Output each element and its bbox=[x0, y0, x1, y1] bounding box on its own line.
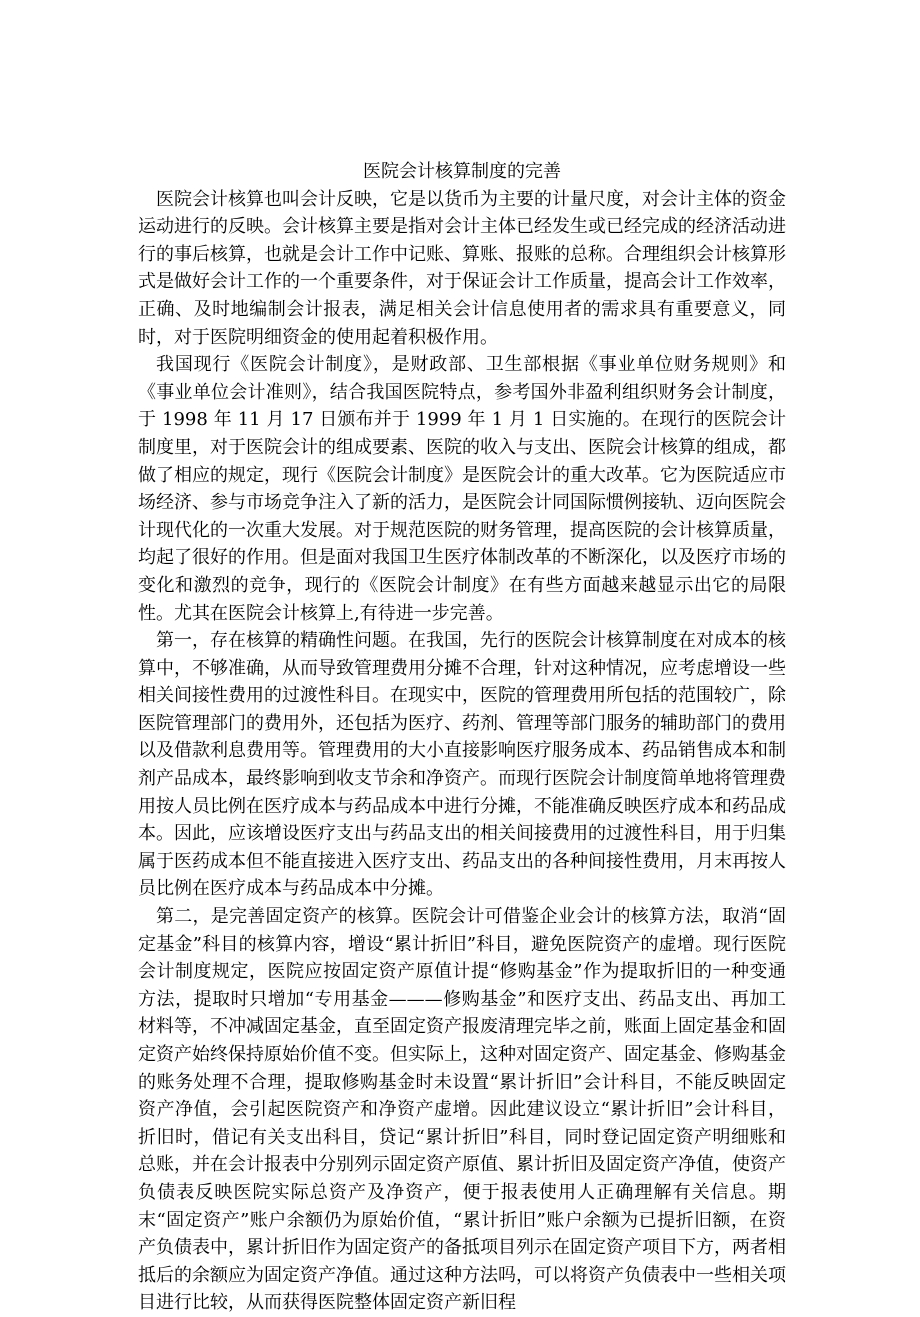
paragraph-intro: 医院会计核算也叫会计反映，它是以货币为主要的计量尺度，对会计主体的资金运动进行的反映。会计核算主要是指对会计主体已经发生或已经完成的经济活动进行的事后核算，也就是会计工作中记账、算账、报账的总称。合理组织会计核算形式是做好会计工作的一个重要条件，对于保证会计工作质量，提高会计工作效率，正确、及时地编制会计报表，满足相关会计信息使用者的需求具有重要意义，同时，对于医院明细资金的使用起着积极作用。 bbox=[138, 188, 786, 348]
paragraph-second-issue: 第二，是完善固定资产的核算。医院会计可借鉴企业会计的核算方法，取消“固定基金”科目的核算内容，增设“累计折旧”科目，避免医院资产的虚增。现行医院会计制度规定，医院应按固定资产原值计提“修购基金”作为提取折旧的一种变通方法，提取时只增加“专用基金———修购基金”和医疗支出、药品支出、再加工材料等，不冲减固定基金，直至固定资产报废清理完毕之前，账面上固定基金和固定资产始终保持原始价值不变。但实际上，这种对固定资产、固定基金、修购基金的账务处理不合理，提取修购基金时未设置“累计折旧”会计科目，不能反映固定资产净值，会引起医院资产和净资产虚增。因此建议设立“累计折旧”会计科目，折旧时，借记有关支出科目，贷记“累计折旧”科目，同时登记固定资产明细账和总账，并在会计报表中分别列示固定资产原值、累计折旧及固定资产净值，使资产负债表反映医院实际总资产及净资产，便于报表使用人正确理解有关信息。期末“固定资产”账户余额仍为原始价值，“累计折旧”账户余额为已提折旧额，在资产负债表中，累计折旧作为固定资产的备抵项目列示在固定资产项目下方，两者相抵后的余额应为固定资产净值。通过这种方法吗，可以将资产负债表中一些相关项目进行比较，从而获得医院整体固定资产新旧程 bbox=[138, 906, 786, 1314]
document-page bbox=[138, 158, 786, 1317]
paragraph-current-system: 我国现行《医院会计制度》，是财政部、卫生部根据《事业单位财务规则》和《事业单位会计准则》，结合我国医院特点，参考国外非盈利组织财务会计制度，于 1998 年 11 月 17 日颁布并于 1999 年 1 月 1 日实施的。在现行的医院会计制度里，对于医院会计的组成要素、医院的收入与支出、医院会计核算的组成，都做了相应的规定，现行《医院会计制度》是医院会计的重大改革。它为医院适应市场经济、参与市场竞争注入了新的活力，是医院会计同国际惯例接轨、迈向医院会计现代化的一次重大发展。对于规范医院的财务管理，提高医院的会计核算质量，均起了很好的作用。但是面对我国卫生医疗体制改革的不断深化，以及医疗市场的变化和激烈的竞争，现行的《医院会计制度》在有些方面越来越显示出它的局限性。尤其在医院会计核算上,有待进一步完善。 bbox=[138, 354, 786, 624]
document-title: 医院会计核算制度的完善 bbox=[363, 161, 561, 182]
paragraph-first-issue: 第一，存在核算的精确性问题。在我国，先行的医院会计核算制度在对成本的核算中，不够准确，从而导致管理费用分摊不合理，针对这种情况，应考虑增设一些相关间接性费用的过渡性科目。在现实中，医院的管理费用所包括的范围较广，除医院管理部门的费用外，还包括为医疗、药剂、管理等部门服务的辅助部门的费用以及借款利息费用等。管理费用的大小直接影响医疗服务成本、药品销售成本和制剂产品成本，最终影响到收支节余和净资产。而现行医院会计制度简单地将管理费用按人员比例在医疗成本与药品成本中进行分摊，不能准确反映医疗成本和药品成本。因此，应该增设医疗支出与药品支出的相关间接费用的过渡性科目，用于归集属于医药成本但不能直接进入医疗支出、药品支出的各种间接性费用，月末再按人员比例在医疗成本与药品成本中分摊。 bbox=[138, 630, 786, 900]
